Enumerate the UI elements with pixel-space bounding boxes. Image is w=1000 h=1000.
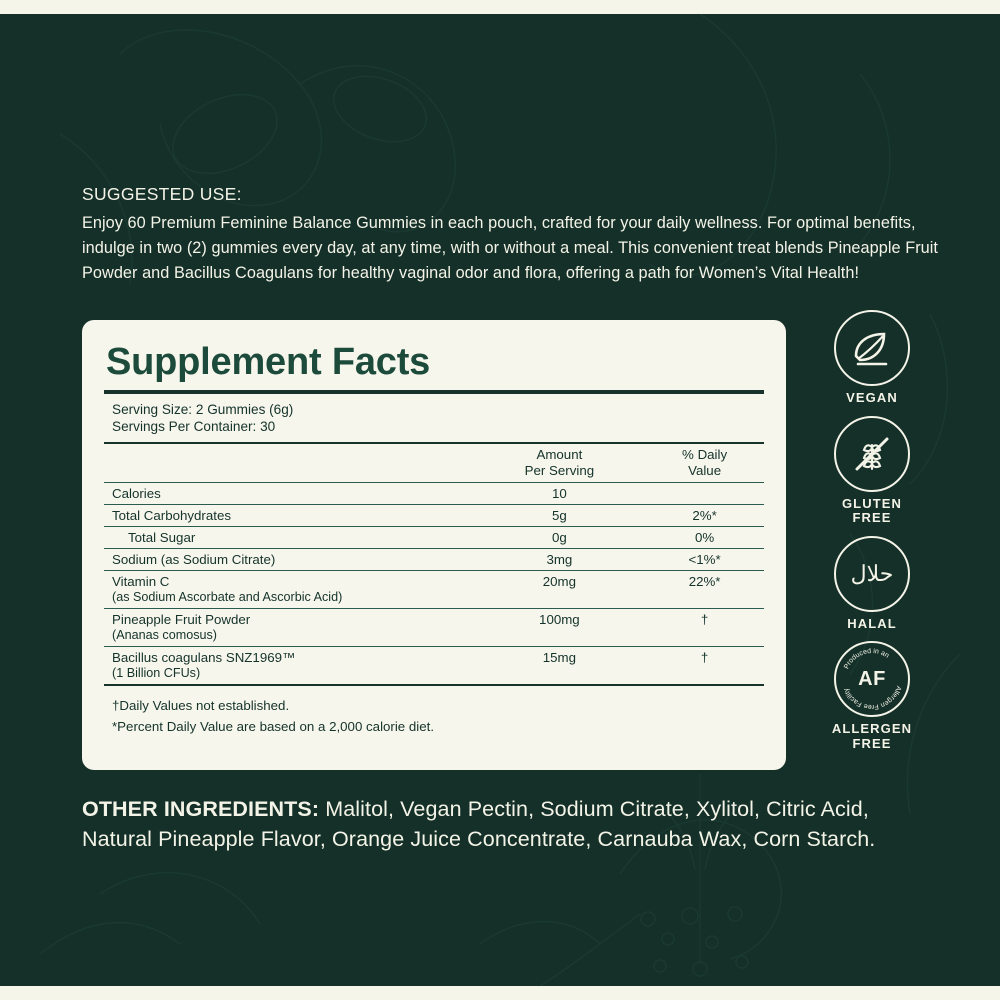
row-name: Total Sugar (104, 527, 474, 549)
row-daily-value: 22%* (645, 571, 764, 609)
other-ingredients-heading: OTHER INGREDIENTS: (82, 797, 320, 821)
row-name: Total Carbohydrates (104, 505, 474, 527)
serving-info (104, 394, 764, 442)
serving-size: Serving Size: 2 Gummies (6g) (112, 402, 294, 417)
header-amount-line1: Amount (536, 447, 583, 462)
badge-label-vegan: VEGAN (846, 390, 898, 405)
table-row (104, 647, 764, 685)
row-daily-value: 0% (645, 527, 764, 549)
row-daily-value: 2%* (645, 505, 764, 527)
table-row (104, 571, 764, 609)
row-daily-value: <1%* (645, 549, 764, 571)
header-dv-line1: % Daily (682, 447, 728, 462)
row-amount: 5g (474, 505, 646, 527)
row-daily-value: † (645, 609, 764, 647)
row-name-group (104, 571, 474, 609)
svg-text:Produced in an: Produced in an (843, 647, 891, 671)
table-row (104, 609, 764, 647)
row-amount: 20mg (474, 571, 646, 609)
header-amount (474, 444, 646, 483)
table-row (104, 549, 764, 571)
suggested-use-body: Enjoy 60 Premium Feminine Balance Gummies in each pouch, crafted for your daily wellness. For optimal benefits, indulge in two (2) gummies every day, at any time, with or without a meal. This convenient treat blends Pineapple Fruit Powder and Bacillus Coagulans for healthy vaginal odor and flora, offering a path for Women’s Vital Health! (82, 214, 939, 282)
table-row (104, 505, 764, 527)
no-wheat-icon (849, 431, 895, 477)
row-name: Pineapple Fruit Powder (112, 612, 251, 627)
row-amount: 3mg (474, 549, 646, 571)
allergen-free-ring-text (836, 643, 908, 715)
header-daily-value (645, 444, 764, 483)
halal-arabic-icon: حلال (850, 560, 894, 586)
header-amount-line2: Per Serving (524, 463, 595, 478)
row-subtext: (as Sodium Ascorbate and Ascorbic Acid) (112, 590, 343, 604)
header-dv-line2: Value (688, 463, 722, 478)
badge-gluten-free (806, 416, 938, 526)
product-label-panel (0, 14, 1000, 986)
row-name: Sodium (as Sodium Citrate) (104, 549, 474, 571)
row-name: Vitamin C (112, 574, 170, 589)
row-amount: 10 (474, 483, 646, 505)
header-blank (104, 444, 474, 483)
table-row (104, 527, 764, 549)
halal-badge-circle (834, 536, 910, 612)
supplement-facts-table (104, 444, 764, 684)
other-ingredients-section (82, 794, 882, 854)
allergen-free-icon: AF (858, 667, 886, 690)
row-name-group (104, 647, 474, 685)
row-name: Calories (104, 483, 474, 505)
row-name-group (104, 609, 474, 647)
supplement-facts-title: Supplement Facts (106, 341, 431, 383)
leaf-icon (850, 326, 894, 370)
gluten-free-badge-circle (834, 416, 910, 492)
badge-label-allergen-free (806, 722, 938, 751)
other-ingredients-body: Malitol, Vegan Pectin, Sodium Citrate, Xylitol, Citric Acid, Natural Pineapple Flavor, Orange Juice Concentrate, Carnauba Wax, Corn Starch. (82, 797, 876, 851)
footnote-asterisk: *Percent Daily Value are based on a 2,000 calorie diet. (112, 719, 435, 734)
badge-label-gluten-free (806, 497, 938, 526)
row-amount: 100mg (474, 609, 646, 647)
badge-label-line2: FREE (852, 735, 892, 751)
suggested-use-title: SUGGESTED USE: (82, 184, 242, 204)
badge-label-line1: GLUTEN (841, 495, 903, 511)
row-daily-value (645, 483, 764, 505)
badge-allergen-free (806, 641, 938, 751)
allergen-free-badge-circle (834, 641, 910, 717)
facts-footnotes (104, 686, 764, 737)
row-amount: 15mg (542, 650, 577, 665)
row-daily-value: † (700, 650, 709, 665)
badge-label-halal: HALAL (847, 615, 897, 631)
badge-label-line1: ALLERGEN (831, 721, 913, 736)
badge-halal (806, 536, 938, 632)
certification-badges (806, 310, 938, 761)
svg-text:Allergen Free Facility: Allergen Free Facility (842, 684, 903, 711)
row-amount: 0g (474, 527, 646, 549)
table-header-row (104, 444, 764, 483)
row-name: Bacillus coagulans SNZ1969™ (112, 650, 296, 665)
badge-vegan (806, 310, 938, 406)
suggested-use-section (82, 184, 940, 286)
vegan-badge-circle (834, 310, 910, 386)
row-subtext: (1 Billion CFUs) (112, 666, 201, 680)
supplement-facts-card (82, 320, 786, 770)
footnote-dagger: †Daily Values not established. (112, 698, 290, 713)
row-subtext: (Ananas comosus) (112, 628, 217, 642)
table-row (104, 483, 764, 505)
badge-label-line2: FREE (852, 510, 892, 525)
servings-per-container: Servings Per Container: 30 (112, 419, 276, 434)
